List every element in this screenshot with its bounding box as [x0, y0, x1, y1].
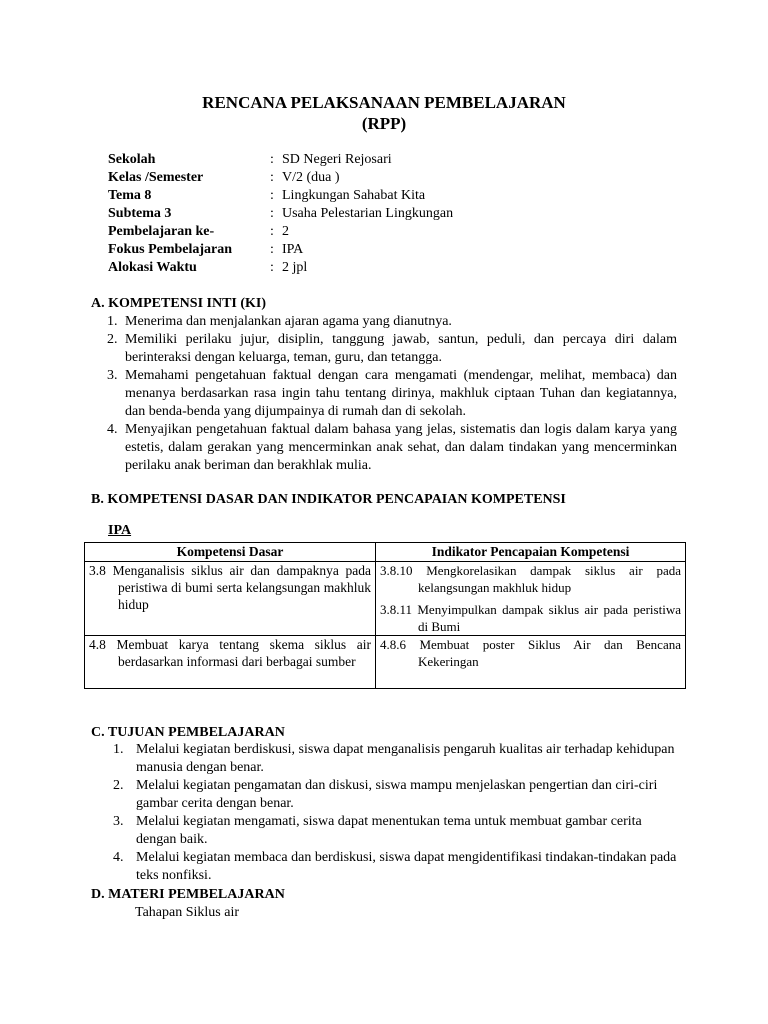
colon: : [270, 224, 274, 239]
list-item [99, 421, 677, 475]
table-cell-kd [85, 562, 376, 636]
identity-label: Fokus Pembelajaran [108, 242, 233, 257]
list-number: 2. [107, 332, 118, 347]
list-item-text: Menyajikan pengetahuan faktual dalam bahasa yang jelas, sistematis dan logis dalam karya yang estetis, dalam gerakan yang mencerminkan anak sehat, dan dalam tindakan yang mencerminkan perilaku anak beriman dan berakhlak mulia. [125, 422, 677, 473]
section-d-heading: D. MATERI PEMBELAJARAN [91, 887, 285, 902]
subject-label: IPA [108, 523, 132, 538]
identity-label: Sekolah [108, 152, 156, 167]
column-header: Kompetensi Dasar [85, 543, 376, 562]
identity-value: 2 [282, 224, 289, 239]
indicator-text: 3.8.11 Menyimpulkan dampak siklus air pada peristiwa di Bumi [380, 602, 681, 634]
colon: : [270, 260, 274, 275]
list-item [106, 813, 677, 849]
identity-label: Kelas /Semester [108, 170, 204, 185]
list-item-text: Memiliki perilaku jujur, disiplin, tanggung jawab, santun, peduli, dan percaya diri dalam berinteraksi dengan keluarga, teman, guru, dan tetangga. [125, 332, 677, 365]
list-item-text: Melalui kegiatan membaca dan berdiskusi, siswa dapat mengidentifikasi tindakan-tindakan pada teks nonfiksi. [136, 850, 677, 883]
colon: : [270, 170, 274, 185]
table-header-row [85, 543, 686, 562]
list-item-text: Melalui kegiatan pengamatan dan diskusi, siswa mampu menjelaskan pengertian dan ciri-ciri gambar cerita dengan benar. [136, 778, 658, 811]
kd-text: 4.8 Membuat karya tentang skema siklus air berdasarkan informasi dari berbagai sumber [89, 637, 371, 669]
list-number: 2. [113, 778, 124, 793]
table-cell-indicators [376, 562, 686, 636]
colon: : [270, 152, 274, 167]
document-title: RENCANA PELAKSANAAN PEMBELAJARAN [202, 93, 566, 112]
identity-value: SD Negeri Rejosari [282, 152, 392, 167]
list-item [99, 331, 677, 367]
section-a-heading: A. KOMPETENSI INTI (KI) [91, 296, 267, 311]
tujuan-pembelajaran-list [106, 741, 677, 885]
identity-label: Tema 8 [108, 188, 152, 203]
document-subtitle: (RPP) [361, 114, 407, 133]
list-item [106, 849, 677, 885]
kd-text: 3.8 Menganalisis siklus air dan dampaknya pada peristiwa di bumi serta kelangsungan makhluk hidup [89, 563, 371, 612]
list-item-text: Melalui kegiatan mengamati, siswa dapat menentukan tema untuk membuat gambar cerita dengan baik. [136, 814, 642, 847]
materi-content: Tahapan Siklus air [135, 905, 239, 920]
list-number: 3. [113, 814, 124, 829]
table-row [85, 562, 686, 636]
colon: : [270, 206, 274, 221]
list-number: 3. [107, 368, 118, 383]
kompetensi-dasar-table [84, 542, 686, 689]
list-item-text: Melalui kegiatan berdiskusi, siswa dapat menganalisis pengaruh kualitas air terhadap kehidupan manusia dengan benar. [136, 742, 675, 775]
section-b-heading: B. KOMPETENSI DASAR DAN INDIKATOR PENCAPAIAN KOMPETENSI [91, 492, 566, 507]
colon: : [270, 242, 274, 257]
table-cell-indicators [376, 636, 686, 689]
identity-value: Lingkungan Sahabat Kita [282, 188, 426, 203]
identity-label: Subtema 3 [108, 206, 172, 221]
indicator-text: 4.8.6 Membuat poster Siklus Air dan Bencana Kekeringan [380, 637, 681, 669]
list-item [99, 367, 677, 421]
list-item [99, 313, 677, 331]
table-row [85, 636, 686, 689]
list-item-text: Menerima dan menjalankan ajaran agama yang dianutnya. [125, 314, 452, 329]
list-item-text: Memahami pengetahuan faktual dengan cara mengamati (mendengar, melihat, membaca) dan menanya berdasarkan rasa ingin tahu tentang dirinya, makhluk ciptaan Tuhan dan kegiatannya, dan benda-benda yang dijumpainya di rumah dan di sekolah. [125, 368, 677, 419]
table-cell-kd [85, 636, 376, 689]
identity-label: Alokasi Waktu [108, 260, 197, 275]
list-item [106, 741, 677, 777]
kompetensi-inti-list [99, 313, 677, 475]
list-number: 1. [107, 314, 118, 329]
colon: : [270, 188, 274, 203]
identity-value: IPA [282, 242, 304, 257]
list-item [106, 777, 677, 813]
list-number: 1. [113, 742, 124, 757]
list-number: 4. [113, 850, 124, 865]
identity-value: V/2 (dua ) [282, 170, 340, 185]
identity-value: Usaha Pelestarian Lingkungan [282, 206, 454, 221]
section-c-heading: C. TUJUAN PEMBELAJARAN [91, 725, 285, 740]
indicator-text: 3.8.10 Mengkorelasikan dampak siklus air pada kelangsungan makhluk hidup [380, 563, 681, 595]
identity-label: Pembelajaran ke- [108, 224, 215, 239]
identity-value: 2 jpl [282, 260, 308, 275]
list-number: 4. [107, 422, 118, 437]
column-header: Indikator Pencapaian Kompetensi [376, 543, 686, 562]
